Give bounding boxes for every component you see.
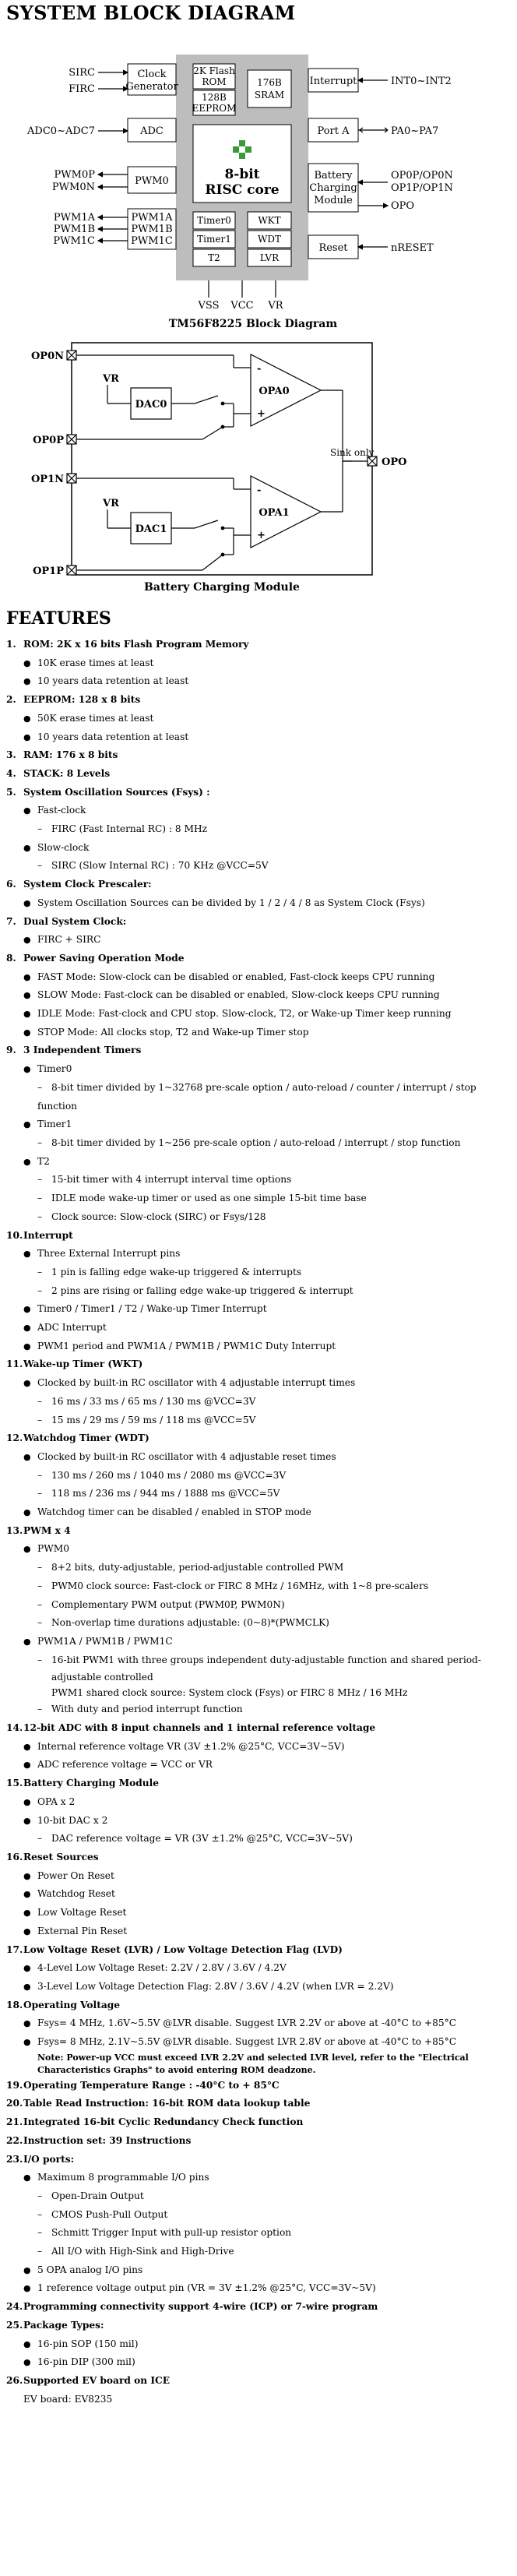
feature-section-heading <box>6 2317 512 2335</box>
svg-text:RISC core: RISC core <box>205 182 280 198</box>
bullet-item: ● 10 years data retention at least <box>6 672 512 691</box>
sub-item: – Non-overlap time durations adjustable: (0~8)*(PWMCLK) <box>6 1614 512 1633</box>
section-title: Watchdog Timer (WDT) <box>23 1432 149 1444</box>
section-title: Supported EV board on ICE <box>23 2374 171 2386</box>
sub-item: – FIRC (Fast Internal RC) : 8 MHz <box>6 820 512 839</box>
svg-text:Module: Module <box>314 195 353 206</box>
bullet-item: ● 50K erase times at least <box>6 710 512 728</box>
feature-section-heading <box>6 1429 512 1448</box>
sub-item: – 2 pins are rising or falling edge wake-up triggered & interrupt <box>6 1282 512 1301</box>
svg-text:OPO: OPO <box>391 200 415 212</box>
bullet-item: ● Fast-clock <box>6 802 512 820</box>
svg-text:Reset: Reset <box>318 242 348 254</box>
bullet-item: ● Fsys= 8 MHz, 2.1V~5.5V @LVR disable. Suggest LVR 2.8V or above at -40°C to +85°C <box>6 2033 512 2052</box>
bullet-item: ● PWM1A / PWM1B / PWM1C <box>6 1633 512 1651</box>
section-number: 11. <box>6 1358 23 1370</box>
svg-text:WKT: WKT <box>258 215 281 226</box>
section-number: 15. <box>6 1778 23 1789</box>
bullet-item: ● FAST Mode: Slow-clock can be disabled or enabled, Fast-clock keeps CPU running <box>6 968 512 987</box>
sub-item: – PWM0 clock source: Fast-clock or FIRC 8 MHz / 16MHz, with 1~8 pre-scalers <box>6 1577 512 1596</box>
bullet-item: ● Watchdog timer can be disabled / enabled in STOP mode <box>6 1503 512 1522</box>
feature-section-heading <box>6 691 512 710</box>
svg-text:OPA0: OPA0 <box>258 386 290 397</box>
section-title: 12-bit ADC with 8 input channels and 1 internal reference voltage <box>23 1722 376 1734</box>
section-title: Dual System Clock: <box>23 915 127 927</box>
section-number: 17. <box>6 1943 23 1955</box>
bullet-item: ● T2 <box>6 1153 512 1172</box>
sub-item: – 16 ms / 33 ms / 65 ms / 130 ms @VCC=3V <box>6 1393 512 1411</box>
bullet-item: ● External Pin Reset <box>6 1922 512 1941</box>
svg-text:VR: VR <box>103 373 119 385</box>
sub-item: – All I/O with High-Sink and High-Drive <box>6 2243 512 2261</box>
svg-text:OP1P/OP1N: OP1P/OP1N <box>391 182 453 194</box>
section-number: 23. <box>6 2153 23 2165</box>
sub-item: – 8+2 bits, duty-adjustable, period-adjustable controlled PWM <box>6 1559 512 1577</box>
feature-section-heading <box>6 765 512 784</box>
svg-text:PWM0P: PWM0P <box>54 169 95 181</box>
bullet-item: ● Clocked by built-in RC oscillator with 4 adjustable reset times <box>6 1448 512 1467</box>
svg-text:PWM1C: PWM1C <box>53 235 95 247</box>
sub-item: – Complementary PWM output (PWM0P, PWM0N) <box>6 1596 512 1615</box>
svg-text:EEPROM: EEPROM <box>192 103 237 114</box>
sram-block <box>248 70 291 107</box>
svg-text:PWM1B: PWM1B <box>53 224 95 235</box>
sub-item: – 15-bit timer with 4 interrupt interval time options <box>6 1171 512 1189</box>
svg-text:VCC: VCC <box>230 300 254 312</box>
feature-section-heading <box>6 2077 512 2095</box>
svg-text:SIRC: SIRC <box>69 67 95 79</box>
svg-text:PWM1A: PWM1A <box>131 212 173 224</box>
section-title: Instruction set: 39 Instructions <box>23 2134 192 2146</box>
feature-section-heading <box>6 784 512 802</box>
page-title: SYSTEM BLOCK DIAGRAM <box>6 2 296 24</box>
svg-text:DAC0: DAC0 <box>135 399 167 411</box>
svg-text:176B: 176B <box>257 77 282 88</box>
svg-text:-: - <box>257 363 262 375</box>
bullet-item: ● PWM0 <box>6 1540 512 1559</box>
bullet-item: ● Fsys= 4 MHz, 1.6V~5.5V @LVR disable. Suggest LVR 2.2V or above at -40°C to +85°C <box>6 2014 512 2033</box>
bullet-item: ● STOP Mode: All clocks stop, T2 and Wake-up Timer stop <box>6 1024 512 1042</box>
section-title: Interrupt <box>23 1229 73 1241</box>
svg-text:ROM: ROM <box>202 76 227 87</box>
section-title: EEPROM: 128 x 8 bits <box>23 694 141 706</box>
feature-section-heading <box>6 950 512 968</box>
feature-section-heading <box>6 1355 512 1374</box>
section-title: STACK: 8 Levels <box>23 767 111 779</box>
block-diagram <box>0 0 517 615</box>
svg-text:OP0P: OP0P <box>33 435 64 446</box>
sub-item: – 16-bit PWM1 with three groups independent duty-adjustable function and shared period- <box>6 1651 512 1670</box>
section-title: Wake-up Timer (WKT) <box>23 1358 143 1370</box>
section-number: 4. <box>6 767 16 779</box>
bullet-item: ● Slow-clock <box>6 839 512 858</box>
svg-text:Timer0: Timer0 <box>197 215 231 226</box>
svg-text:OPA1: OPA1 <box>258 507 290 519</box>
feature-section-heading <box>6 2132 512 2151</box>
section-number: 5. <box>6 786 16 798</box>
bullet-item: ● 10K erase times at least <box>6 654 512 673</box>
svg-text:OP0P/OP0N: OP0P/OP0N <box>391 170 453 181</box>
svg-text:-: - <box>257 485 262 496</box>
section-title: PWM x 4 <box>23 1524 71 1536</box>
feature-section-heading <box>6 2095 512 2113</box>
svg-text:PWM1C: PWM1C <box>131 235 173 247</box>
section-number: 26. <box>6 2374 23 2386</box>
section-number: 20. <box>6 2098 23 2109</box>
section-number: 3. <box>6 749 16 761</box>
sub-item: – 8-bit timer divided by 1~32768 pre-scale option / auto-reload / counter / interrupt / stop function <box>6 1079 512 1115</box>
bullet-item: ● 3-Level Low Voltage Detection Flag: 2.8V / 3.6V / 4.2V (when LVR = 2.2V) <box>6 1978 512 1996</box>
bullet-item: ● 16-pin SOP (150 mil) <box>6 2335 512 2354</box>
bullet-item: ● 4-Level Low Voltage Reset: 2.2V / 2.8V / 3.6V / 4.2V <box>6 1959 512 1978</box>
sub-item: – 15 ms / 29 ms / 59 ms / 118 ms @VCC=5V <box>6 1411 512 1430</box>
bullet-item: ● Watchdog Reset <box>6 1885 512 1904</box>
bullet-item: ● 10 years data retention at least <box>6 728 512 747</box>
bullet-item: ● IDLE Mode: Fast-clock and CPU stop. Slow-clock, T2, or Wake-up Timer keep running <box>6 1005 512 1024</box>
section-number: 16. <box>6 1852 23 1862</box>
features-heading: FEATURES <box>6 608 111 629</box>
section-title: System Oscillation Sources (Fsys) : <box>23 786 210 798</box>
feature-section-heading <box>6 1041 512 1060</box>
feature-section-heading <box>6 2372 512 2391</box>
svg-text:nRESET: nRESET <box>391 242 434 254</box>
svg-text:T2: T2 <box>208 252 220 263</box>
feature-section-heading <box>6 1227 512 1246</box>
svg-text:Charging: Charging <box>309 182 357 194</box>
feature-section-heading <box>6 913 512 932</box>
sub-item: – CMOS Push-Pull Output <box>6 2206 512 2225</box>
section-title: Operating Temperature Range : -40°C to + 85°C <box>23 2079 280 2091</box>
section-title: System Clock Prescaler: <box>23 879 152 890</box>
feature-section-heading <box>6 2113 512 2132</box>
bullet-item: ● 16-pin DIP (300 mil) <box>6 2353 512 2372</box>
section-number: 22. <box>6 2134 23 2146</box>
svg-text:VSS: VSS <box>198 300 220 312</box>
sub-item: adjustable controlled <box>51 1672 153 1683</box>
section-number: 13. <box>6 1524 23 1536</box>
bullet-item: ● System Oscillation Sources can be divided by 1 / 2 / 4 / 8 as System Clock (Fsys) <box>6 894 512 913</box>
svg-text:+: + <box>257 408 266 420</box>
sub-item: – 118 ms / 236 ms / 944 ms / 1888 ms @VCC=5V <box>6 1485 512 1503</box>
svg-text:Sink only: Sink only <box>330 447 375 458</box>
svg-text:OP1N: OP1N <box>30 474 64 485</box>
svg-text:PA0~PA7: PA0~PA7 <box>391 125 439 137</box>
svg-text:OP0N: OP0N <box>30 351 64 362</box>
section-number: 12. <box>6 1432 23 1444</box>
sub-item: – With duty and period interrupt function <box>6 1700 512 1719</box>
section-number: 8. <box>6 952 16 964</box>
section-title: Programming connectivity support 4-wire (ICP) or 7-wire program <box>23 2301 378 2313</box>
svg-text:PWM0: PWM0 <box>135 175 169 187</box>
svg-text:FIRC: FIRC <box>69 83 95 95</box>
section-title: Power Saving Operation Mode <box>23 952 185 964</box>
bullet-item: ● Three External Interrupt pins <box>6 1245 512 1263</box>
section-number: 7. <box>6 915 16 927</box>
feature-section-heading <box>6 1719 512 1738</box>
sub-item: – Clock source: Slow-clock (SIRC) or Fsys/128 <box>6 1208 512 1227</box>
sub-item: – Open-Drain Output <box>6 2187 512 2206</box>
svg-text:128B: 128B <box>202 92 227 103</box>
section-title: I/O ports: <box>23 2153 75 2165</box>
features-list <box>6 636 512 2409</box>
svg-text:+: + <box>257 530 266 541</box>
section-number: 14. <box>6 1722 23 1734</box>
feature-section-heading <box>6 1996 512 2015</box>
section-title: Battery Charging Module <box>23 1778 159 1789</box>
bullet-item: ● SLOW Mode: Fast-clock can be disabled or enabled, Slow-clock keeps CPU running <box>6 986 512 1005</box>
block-diagram-caption: TM56F8225 Block Diagram <box>168 318 338 330</box>
feature-section-heading <box>6 876 512 894</box>
svg-text:DAC1: DAC1 <box>135 523 167 535</box>
bullet-item: ● Timer1 <box>6 1115 512 1134</box>
sub-item: – 130 ms / 260 ms / 1040 ms / 2080 ms @VCC=3V <box>6 1467 512 1485</box>
section-number: 6. <box>6 879 16 890</box>
svg-text:OP1P: OP1P <box>33 566 64 577</box>
sub-item: – IDLE mode wake-up timer or used as one simple 15-bit time base <box>6 1189 512 1208</box>
svg-text:Battery: Battery <box>314 170 353 181</box>
section-number: 9. <box>6 1045 16 1056</box>
svg-text:Interrupt: Interrupt <box>309 76 357 87</box>
sub-item: – 8-bit timer divided by 1~256 pre-scale option / auto-reload / interrupt / stop function <box>6 1134 512 1153</box>
feature-section-heading <box>6 636 512 654</box>
sub-item: – Schmitt Trigger Input with pull-up resistor option <box>6 2224 512 2243</box>
section-title: Low Voltage Reset (LVR) / Low Voltage Detection Flag (LVD) <box>23 1943 343 1955</box>
section-number: 2. <box>6 694 16 706</box>
bullet-item: ● 5 OPA analog I/O pins <box>6 2261 512 2280</box>
svg-text:Timer1: Timer1 <box>197 234 231 245</box>
bullet-item: ● Clocked by built-in RC oscillator with 4 adjustable interrupt times <box>6 1374 512 1393</box>
section-title: 3 Independent Timers <box>23 1045 142 1056</box>
bullet-item: ● Timer0 <box>6 1060 512 1079</box>
feature-section-heading <box>6 1941 512 1960</box>
section-title: Operating Voltage <box>23 1999 120 2010</box>
bullet-item: ● Power On Reset <box>6 1867 512 1886</box>
sub-item: EV board: EV8235 <box>23 2393 113 2405</box>
sub-item: – 1 pin is falling edge wake-up triggered & interrupts <box>6 1263 512 1282</box>
svg-text:PWM1A: PWM1A <box>53 212 95 224</box>
bullet-item: ● PWM1 period and PWM1A / PWM1B / PWM1C Duty Interrupt <box>6 1337 512 1356</box>
bullet-item: ● OPA x 2 <box>6 1793 512 1812</box>
svg-text:2K Flash: 2K Flash <box>193 65 235 76</box>
section-title: Table Read Instruction: 16-bit ROM data lookup table <box>23 2098 311 2109</box>
bullet-item: ● Maximum 8 programmable I/O pins <box>6 2169 512 2187</box>
section-number: 10. <box>6 1229 23 1241</box>
feature-section-heading <box>6 2298 512 2317</box>
svg-text:Generator: Generator <box>125 81 178 93</box>
svg-text:VR: VR <box>103 498 119 509</box>
bullet-item: ● Internal reference voltage VR (3V ±1.2% @25°C, VCC=3V~5V) <box>6 1738 512 1757</box>
section-number: 19. <box>6 2079 23 2091</box>
bullet-item: ● FIRC + SIRC <box>6 931 512 950</box>
sub-item: PWM1 shared clock source: System clock (Fsys) or FIRC 8 MHz / 16 MHz <box>51 1687 408 1699</box>
section-number: 1. <box>6 639 16 650</box>
bullet-item: ● Low Voltage Reset <box>6 1904 512 1922</box>
note-text: Note: Power-up VCC must exceed LVR 2.2V and selected LVR level, refer to the "Electrical Characteristics Graphs" to avoid entering ROM deadzone. <box>37 2052 469 2075</box>
sub-item: – DAC reference voltage = VR (3V ±1.2% @25°C, VCC=3V~5V) <box>6 1830 512 1848</box>
section-number: 18. <box>6 1999 23 2010</box>
section-number: 21. <box>6 2116 23 2128</box>
feature-section-heading <box>6 1522 512 1541</box>
sub-item: – SIRC (Slow Internal RC) : 70 KHz @VCC=5V <box>6 857 512 876</box>
bullet-item: ● 10-bit DAC x 2 <box>6 1812 512 1831</box>
bullet-item: ● ADC Interrupt <box>6 1319 512 1337</box>
section-number: 24. <box>6 2301 23 2313</box>
feature-section-heading <box>6 2151 512 2169</box>
section-title: ROM: 2K x 16 bits Flash Program Memory <box>23 639 249 650</box>
svg-text:ADC0~ADC7: ADC0~ADC7 <box>27 125 95 137</box>
section-title: Integrated 16-bit Cyclic Redundancy Check function <box>23 2116 304 2128</box>
svg-text:PWM0N: PWM0N <box>51 181 95 193</box>
feature-section-heading <box>6 1774 512 1793</box>
section-title: Reset Sources <box>23 1852 99 1862</box>
bullet-item: ● 1 reference voltage output pin (VR = 3V ±1.2% @25°C, VCC=3V~5V) <box>6 2279 512 2298</box>
svg-text:ADC: ADC <box>140 125 164 137</box>
svg-text:LVR: LVR <box>259 252 280 263</box>
bullet-item: ● ADC reference voltage = VCC or VR <box>6 1756 512 1774</box>
svg-text:INT0~INT2: INT0~INT2 <box>391 76 452 87</box>
section-title: RAM: 176 x 8 bits <box>23 749 118 761</box>
bullet-item: ● Timer0 / Timer1 / T2 / Wake-up Timer Interrupt <box>6 1300 512 1319</box>
svg-text:Port A: Port A <box>317 125 350 137</box>
svg-text:8-bit: 8-bit <box>224 167 260 182</box>
feature-section-heading <box>6 1848 512 1867</box>
section-title: Package Types: <box>23 2319 104 2331</box>
svg-text:OPO: OPO <box>382 456 407 468</box>
svg-text:Clock: Clock <box>137 69 167 80</box>
svg-text:SRAM: SRAM <box>254 90 285 100</box>
feature-section-heading <box>6 746 512 765</box>
svg-text:WDT: WDT <box>258 234 281 245</box>
svg-text:PWM1B: PWM1B <box>131 224 173 235</box>
section-number: 25. <box>6 2319 23 2331</box>
svg-text:VR: VR <box>268 300 283 312</box>
charging-module-caption: Battery Charging Module <box>144 581 300 594</box>
